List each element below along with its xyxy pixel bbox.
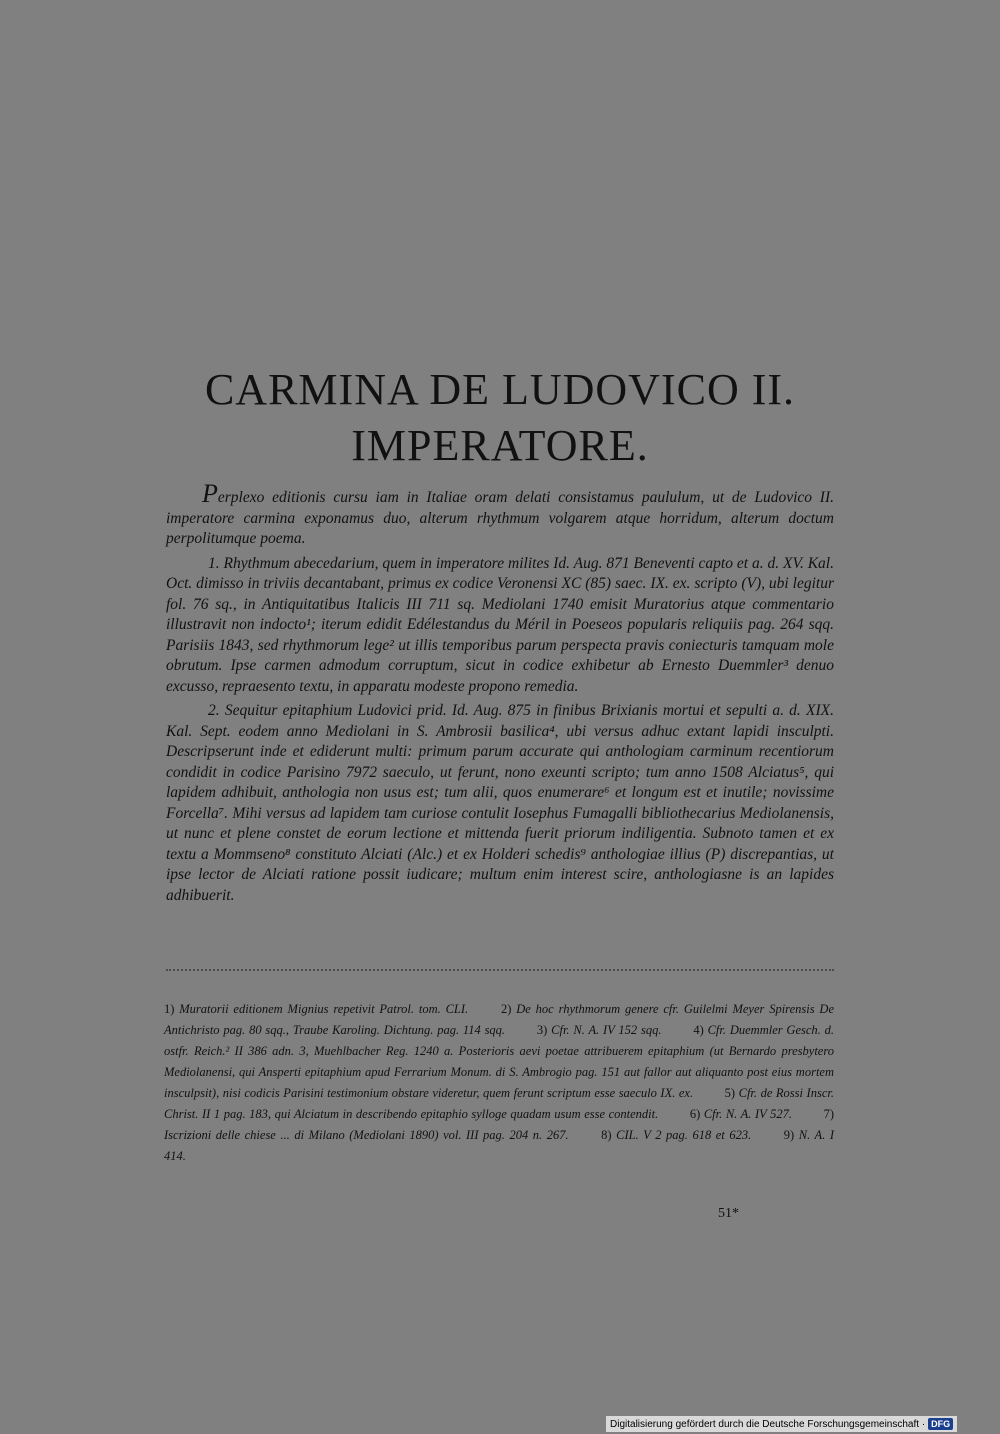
footnote-8: 8) CIL. V 2 pag. 618 et 623.	[601, 1128, 752, 1142]
footnote-4: 4) Cfr. Duemmler Gesch. d. ostfr. Reich.² II 386 adn. 3, Muehlbacher Reg. 1240 a. Posterioris aevi poetae attribuerem epitaphium (ut Bernardo presbytero Mediolanensi, qui Ansperti epitaphium apud Ferrarium Monum. di S. Ambrogio pag. 151 aut fallor aut aliquanto post eius mortem insculpsit), nisi codicis Parisini testimonium obstare videretur, quem ferunt scriptum esse saeculo IX. ex.	[164, 1023, 834, 1100]
drop-cap: P	[202, 479, 218, 508]
dfg-footer[interactable]	[606, 1416, 957, 1432]
page-number: 51*	[718, 1206, 739, 1221]
footer-text: Digitalisierung gefördert durch die Deutsche Forschungsgemeinschaft ·	[610, 1418, 926, 1430]
dfg-logo-icon: DFG	[928, 1418, 953, 1430]
intro-paragraph	[166, 479, 834, 550]
footnote-6: 6) Cfr. N. A. IV 527.	[689, 1107, 792, 1121]
page-title	[0, 362, 1000, 474]
footnote-3: 3) Cfr. N. A. IV 152 sqq.	[536, 1023, 662, 1037]
scan-artifact-line	[166, 969, 834, 973]
footnote-1: 1) Muratorii editionem Mignius repetivit Patrol. tom. CLI.	[164, 1002, 469, 1016]
footnote-2: 2) De hoc rhythmorum genere cfr. Guilelmi Meyer Spirensis De Antichristo pag. 80 sqq., Traube Karoling. Dichtung. pag. 114 sqq.	[164, 1002, 834, 1037]
paragraph-1: 1. Rhythmum abecedarium, quem in imperatore milites Id. Aug. 871 Beneventi capto et a. d. XV. Kal. Oct. dimisso in triviis decantabant, primus ex codice Veronensi XC (85) saec. IX. ex. scripto (V), ubi legitur fol. 76 sq., in Antiquitatibus Italicis III 711 sq. Mediolani 1740 emisit Muratorius atque commentario illustravit non indocto¹; iterum edidit Edélestandus du Méril in Poeseos popularis reliquiis pag. 264 sqq. Parisiis 1843, sed rhythmorum lege² ut illis temporibus parum perspecta pravis coniecturis tamquam mole obrutum. Ipse carmen admodum corruptum, sicut in codice exhibetur ab Ernesto Duemmler³ denuo excusso, repraesento textu, in apparatu modeste propono remedia.	[166, 554, 834, 695]
title-line-2: IMPERATORE.	[351, 421, 649, 470]
paragraph-2: 2. Sequitur epitaphium Ludovici prid. Id. Aug. 875 in finibus Brixianis mortui et sepulti a. d. XIX. Kal. Sept. eodem anno Mediolani in S. Ambrosii basilica⁴, ubi versus adhuc extant lapidi insculpti. Descripserunt inde et ediderunt multi: primum parum accurate qui anthologiam carminum recentiorum condidit in codice Parisino 7972 saeculo, ut ferunt, nono exeunti scripto; tum anno 1508 Alciatus⁵, qui lapidem adhibuit, anthologia non usus est; tum alii, quos enumerare⁶ et longum est et inutile; novissime Forcella⁷. Mihi versus ad lapidem tam curiose contulit Iosephus Fumagalli bibliothecarius Mediolanensis, ut nunc et plene constet de eorum lectione et mittenda fuerit priorum indiligentia. Subnoto tamen et ex textu a Mommseno⁸ constituto Alciati (Alc.) et ex Holderi schedis⁹ anthologiae illius (P) discrepantias, ut ipse lector de Alciati ratione possit iudicare; multum enim interest scire, anthologiasne is an lapides adhibuerit.	[166, 702, 834, 904]
footnote-9: 9) N. A. I 414.	[164, 1128, 835, 1163]
footnotes	[164, 999, 834, 1167]
footnote-7: 7) Iscrizioni delle chiese ... di Milano (Mediolani 1890) vol. III pag. 204 n. 267.	[164, 1107, 834, 1142]
title-line-1: CARMINA DE LUDOVICO II.	[204, 365, 796, 414]
body-text	[166, 479, 834, 910]
footnote-5: 5) Cfr. de Rossi Inscr. Christ. II 1 pag. 183, qui Alciatum in describendo epitaphio sylloge quadam usum esse contendit.	[164, 1086, 834, 1121]
intro-text: erplexo editionis cursu iam in Italiae oram delati consistamus paululum, ut de Ludovico II. imperatore carmina exponamus duo, alterum rhythmum volgarem atque horridum, alterum doctum perpolitumque poema.	[166, 489, 834, 547]
